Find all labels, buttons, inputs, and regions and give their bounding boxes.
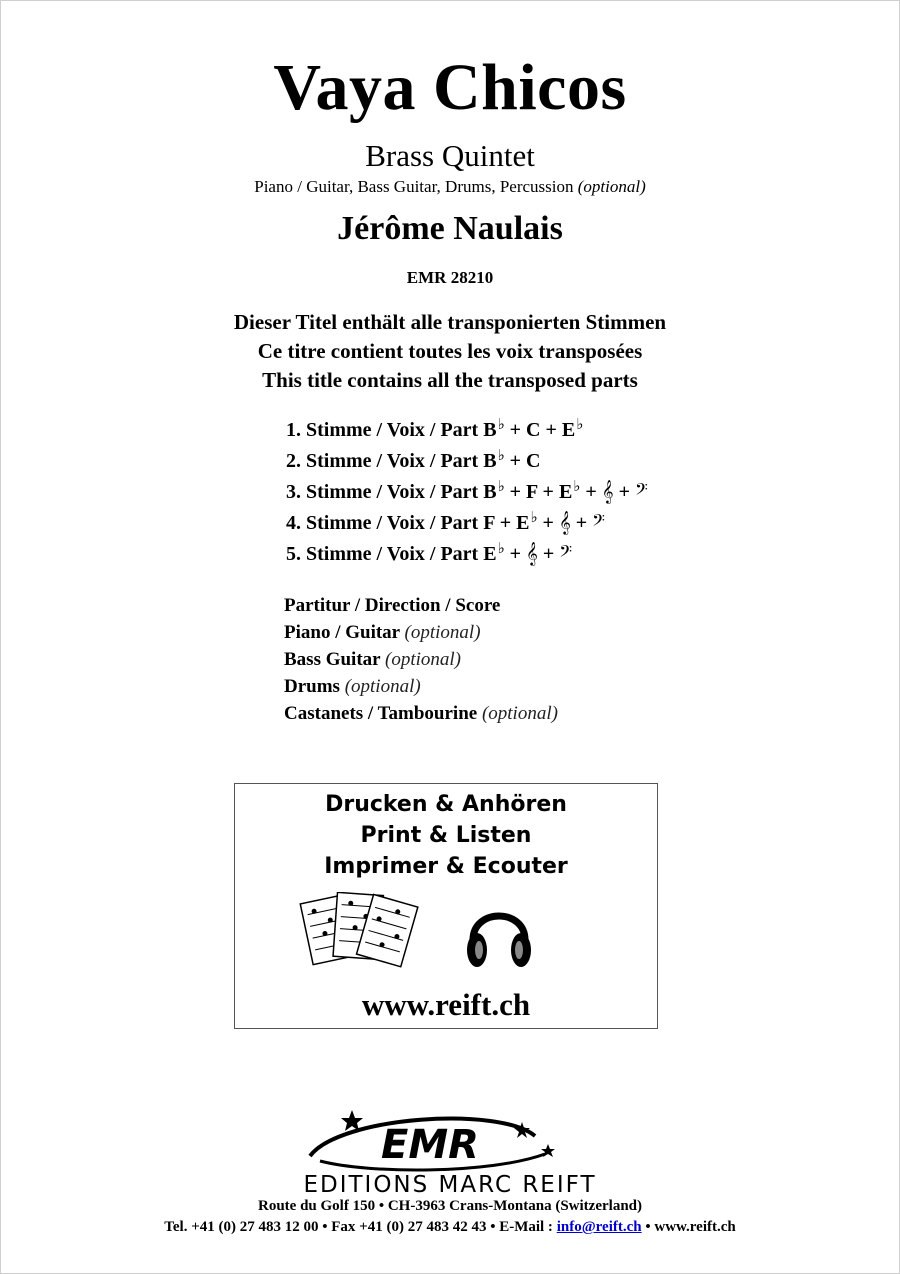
key-label: E♭	[483, 543, 504, 565]
treble-clef-icon: 𝄞	[601, 481, 614, 503]
key-label: B♭	[483, 481, 504, 503]
flat-icon: ♭	[576, 417, 584, 433]
extras-item-piano-guitar	[284, 619, 558, 646]
flat-icon: ♭	[497, 541, 505, 557]
part-label: 5. Stimme / Voix / Part	[286, 543, 484, 565]
key-label: E♭	[562, 419, 583, 441]
part-label: 4. Stimme / Voix / Part	[286, 512, 484, 534]
emr-logo-text: EMR	[381, 1122, 479, 1168]
transposed-notice	[0, 308, 900, 395]
part-5: 5. Stimme / Voix / Part E♭ + 𝄞 + 𝄢	[286, 534, 648, 565]
key-label: C	[526, 450, 541, 472]
bass-clef-icon: 𝄢	[559, 543, 573, 565]
extras-item-label: Piano / Guitar	[284, 622, 400, 643]
promo-url[interactable]: www.reift.ch	[361, 987, 531, 1022]
composer: Jérôme Naulais	[337, 210, 563, 247]
flat-icon: ♭	[497, 479, 505, 495]
key-label: F	[483, 512, 495, 534]
key-label: B♭	[483, 450, 504, 472]
extras-item-label: Drums	[284, 676, 340, 697]
part-3: 3. Stimme / Voix / Part B♭ + F + E♭ + 𝄞 + 𝄢	[286, 472, 648, 503]
promo-line-fr: Imprimer & Ecouter	[324, 854, 568, 879]
catalog-number: EMR 28210	[406, 268, 494, 287]
extras-list	[284, 592, 558, 727]
flat-icon: ♭	[530, 510, 538, 526]
transposed-notice-en: This title contains all the transposed parts	[262, 368, 638, 392]
email-link[interactable]: info@reift.ch	[556, 1219, 642, 1235]
promo-line-en: Print & Listen	[360, 823, 532, 848]
part-label: 2. Stimme / Voix / Part	[286, 450, 484, 472]
extras-item-optional: (optional)	[481, 703, 558, 724]
part-4: 4. Stimme / Voix / Part F + E♭ + 𝄞 + 𝄢	[286, 503, 648, 534]
page-title: Vaya Chicos	[273, 51, 627, 124]
bass-clef-icon: 𝄢	[635, 481, 648, 503]
flat-icon: ♭	[497, 417, 505, 433]
instrumentation	[0, 177, 900, 197]
extras-item-optional: (optional)	[404, 622, 481, 643]
sheet-music-icon	[300, 892, 418, 966]
extras-item-optional: (optional)	[385, 649, 462, 670]
publisher-name: EDITIONS MARC REIFT	[303, 1172, 597, 1198]
transposed-notice-de: Dieser Titel enthält alle transponierten Stimmen	[233, 310, 667, 334]
promo-line-de: Drucken & Anhören	[325, 792, 567, 817]
extras-item-bass-guitar	[284, 646, 558, 673]
publisher-contact	[0, 1219, 900, 1236]
print-listen-box[interactable]	[234, 783, 658, 1029]
key-label: F	[526, 481, 538, 503]
key-label: E♭	[516, 512, 537, 534]
headphones-icon	[467, 916, 531, 967]
key-label: C	[526, 419, 541, 441]
publisher-address: Route du Golf 150 • CH-3963 Crans-Montana (Switzerland)	[258, 1198, 642, 1214]
flat-icon: ♭	[497, 448, 505, 464]
flat-icon: ♭	[573, 479, 581, 495]
transposed-notice-fr: Ce titre contient toutes les voix transposées	[257, 339, 643, 363]
bass-clef-icon: 𝄢	[592, 512, 606, 534]
promo-icons	[235, 892, 657, 977]
extras-item-label: Castanets / Tambourine	[284, 703, 478, 724]
key-label: E♭	[559, 481, 580, 503]
extras-item-castanets-tambourine	[284, 700, 558, 727]
contact-prefix: Tel. +41 (0) 27 483 12 00 • Fax +41 (0) 27 483 42 43 • E-Mail :	[164, 1219, 553, 1235]
treble-clef-icon: 𝄞	[526, 543, 538, 565]
treble-clef-icon: 𝄞	[558, 512, 571, 534]
part-label: 1. Stimme / Voix / Part	[286, 419, 484, 441]
key-label: B♭	[483, 419, 504, 441]
extras-item-score	[284, 592, 558, 619]
extras-item-drums	[284, 673, 558, 700]
parts-list	[286, 410, 648, 565]
instrumentation-optional: (optional)	[577, 177, 646, 196]
extras-item-label: Partitur / Direction / Score	[284, 595, 501, 616]
part-1: 1. Stimme / Voix / Part B♭ + C + E♭	[286, 410, 648, 441]
extras-item-label: Bass Guitar	[284, 649, 381, 670]
emr-logo	[300, 1106, 560, 1176]
contact-suffix: • www.reift.ch	[645, 1219, 736, 1235]
part-2: 2. Stimme / Voix / Part B♭ + C	[286, 441, 648, 472]
subtitle: Brass Quintet	[365, 138, 535, 173]
instrumentation-text: Piano / Guitar, Bass Guitar, Drums, Percussion	[254, 177, 574, 196]
extras-item-optional: (optional)	[344, 676, 421, 697]
part-label: 3. Stimme / Voix / Part	[286, 481, 484, 503]
